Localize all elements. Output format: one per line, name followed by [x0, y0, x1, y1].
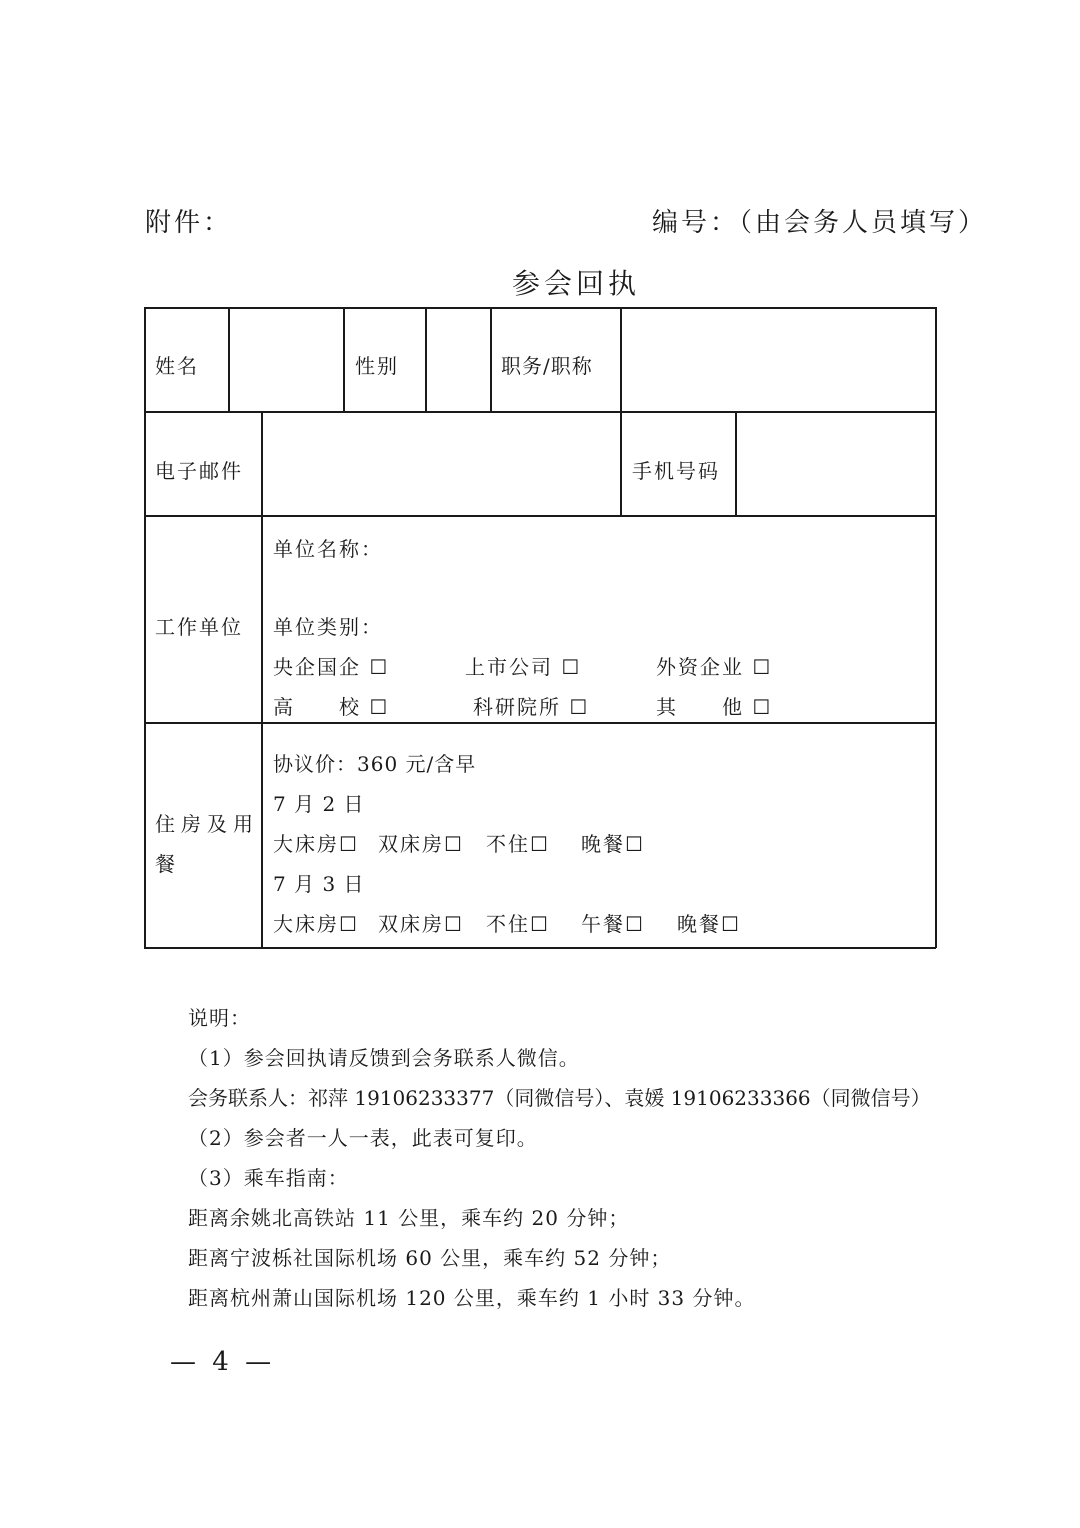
checkbox[interactable]: ☐ — [561, 655, 582, 679]
july2-king-room[interactable] — [273, 828, 359, 857]
org-name-label: 单位名称： — [273, 537, 383, 561]
option-label: 双床房 — [378, 912, 444, 936]
checkbox[interactable]: ☐ — [625, 832, 645, 856]
email-label: 电子邮件 — [155, 459, 243, 483]
july3-dinner[interactable] — [677, 908, 741, 937]
option-label: 晚餐 — [677, 912, 721, 936]
note-item-3: （3）乘车指南： — [188, 1166, 349, 1190]
note-route-1: 距离余姚北高铁站 11 公里，乘车约 20 分钟； — [188, 1206, 630, 1230]
checkbox[interactable]: ☐ — [530, 832, 550, 856]
phone-field[interactable] — [737, 413, 934, 514]
option-university[interactable] — [273, 691, 389, 720]
note-contacts: 会务联系人：祁萍 19106233377（同微信号）、袁媛 19106233366（同微信号） — [188, 1086, 931, 1110]
table-border-left — [144, 307, 146, 948]
option-research-institute[interactable] — [473, 691, 589, 720]
note-item-1: （1）参会回执请反馈到会务联系人微信。 — [188, 1046, 580, 1070]
name-field[interactable] — [230, 309, 342, 410]
option-label: 不住 — [486, 912, 530, 936]
page-title: 参会回执 — [512, 267, 641, 300]
july3-king-room[interactable] — [273, 908, 359, 937]
option-listed-company[interactable] — [465, 651, 581, 680]
option-label: 大床房 — [273, 832, 339, 856]
page-number: — 4 — — [170, 1347, 276, 1377]
note-route-2: 距离宁波栎社国际机场 60 公里，乘车约 52 分钟； — [188, 1246, 672, 1270]
checkbox[interactable]: ☐ — [369, 695, 390, 719]
option-label: 上市公司 — [465, 655, 553, 679]
table-border-right — [935, 307, 937, 948]
table-rule — [144, 722, 936, 724]
position-field[interactable] — [622, 309, 934, 410]
checkbox[interactable]: ☐ — [339, 832, 359, 856]
option-foreign-enterprise[interactable] — [656, 651, 772, 680]
option-label: 午餐 — [581, 912, 625, 936]
phone-label: 手机号码 — [632, 459, 720, 483]
org-type-label: 单位类别： — [273, 615, 383, 639]
checkbox[interactable]: ☐ — [752, 655, 773, 679]
position-label: 职务/职称 — [501, 354, 593, 378]
july3-no-stay[interactable] — [486, 908, 550, 937]
option-label: 大床房 — [273, 912, 339, 936]
lodging-meal-label-line1: 住房及用 — [155, 812, 259, 836]
option-label: 双床房 — [378, 832, 444, 856]
note-route-3: 距离杭州萧山国际机场 120 公里，乘车约 1 小时 33 分钟。 — [188, 1286, 756, 1310]
table-border-bottom — [144, 947, 936, 949]
july3-twin-room[interactable] — [378, 908, 464, 937]
email-field[interactable] — [263, 413, 619, 514]
option-central-soe[interactable] — [273, 651, 389, 680]
option-label: 高 校 — [273, 695, 361, 719]
table-rule — [144, 515, 936, 517]
option-label: 央企国企 — [273, 655, 361, 679]
agreed-price: 协议价：360 元/含早 — [273, 752, 477, 776]
july2-dinner[interactable] — [581, 828, 645, 857]
table-rule — [620, 411, 622, 516]
gender-label: 性别 — [355, 354, 399, 378]
july2-twin-room[interactable] — [378, 828, 464, 857]
work-unit-label: 工作单位 — [155, 615, 243, 639]
option-other[interactable] — [656, 691, 772, 720]
option-label: 科研院所 — [473, 695, 561, 719]
date-july-3: 7 月 3 日 — [273, 872, 365, 896]
option-label: 其 他 — [656, 695, 744, 719]
table-rule — [261, 515, 263, 948]
serial-number-label: 编号：（由会务人员填写） — [652, 208, 988, 238]
checkbox[interactable]: ☐ — [721, 912, 741, 936]
option-label: 晚餐 — [581, 832, 625, 856]
name-label: 姓名 — [155, 354, 199, 378]
option-label: 外资企业 — [656, 655, 744, 679]
checkbox[interactable]: ☐ — [752, 695, 773, 719]
checkbox[interactable]: ☐ — [625, 912, 645, 936]
checkbox[interactable]: ☐ — [569, 695, 590, 719]
table-rule — [343, 307, 345, 412]
note-item-2: （2）参会者一人一表，此表可复印。 — [188, 1126, 538, 1150]
checkbox[interactable]: ☐ — [369, 655, 390, 679]
table-rule — [490, 307, 492, 412]
notes-heading: 说明： — [188, 1006, 251, 1030]
july2-no-stay[interactable] — [486, 828, 550, 857]
july3-lunch[interactable] — [581, 908, 645, 937]
attachment-label: 附件： — [145, 208, 233, 238]
checkbox[interactable]: ☐ — [444, 912, 464, 936]
checkbox[interactable]: ☐ — [530, 912, 550, 936]
checkbox[interactable]: ☐ — [339, 912, 359, 936]
checkbox[interactable]: ☐ — [444, 832, 464, 856]
date-july-2: 7 月 2 日 — [273, 792, 365, 816]
option-label: 不住 — [486, 832, 530, 856]
gender-field[interactable] — [427, 309, 489, 410]
lodging-meal-label-line2: 餐 — [155, 852, 177, 876]
